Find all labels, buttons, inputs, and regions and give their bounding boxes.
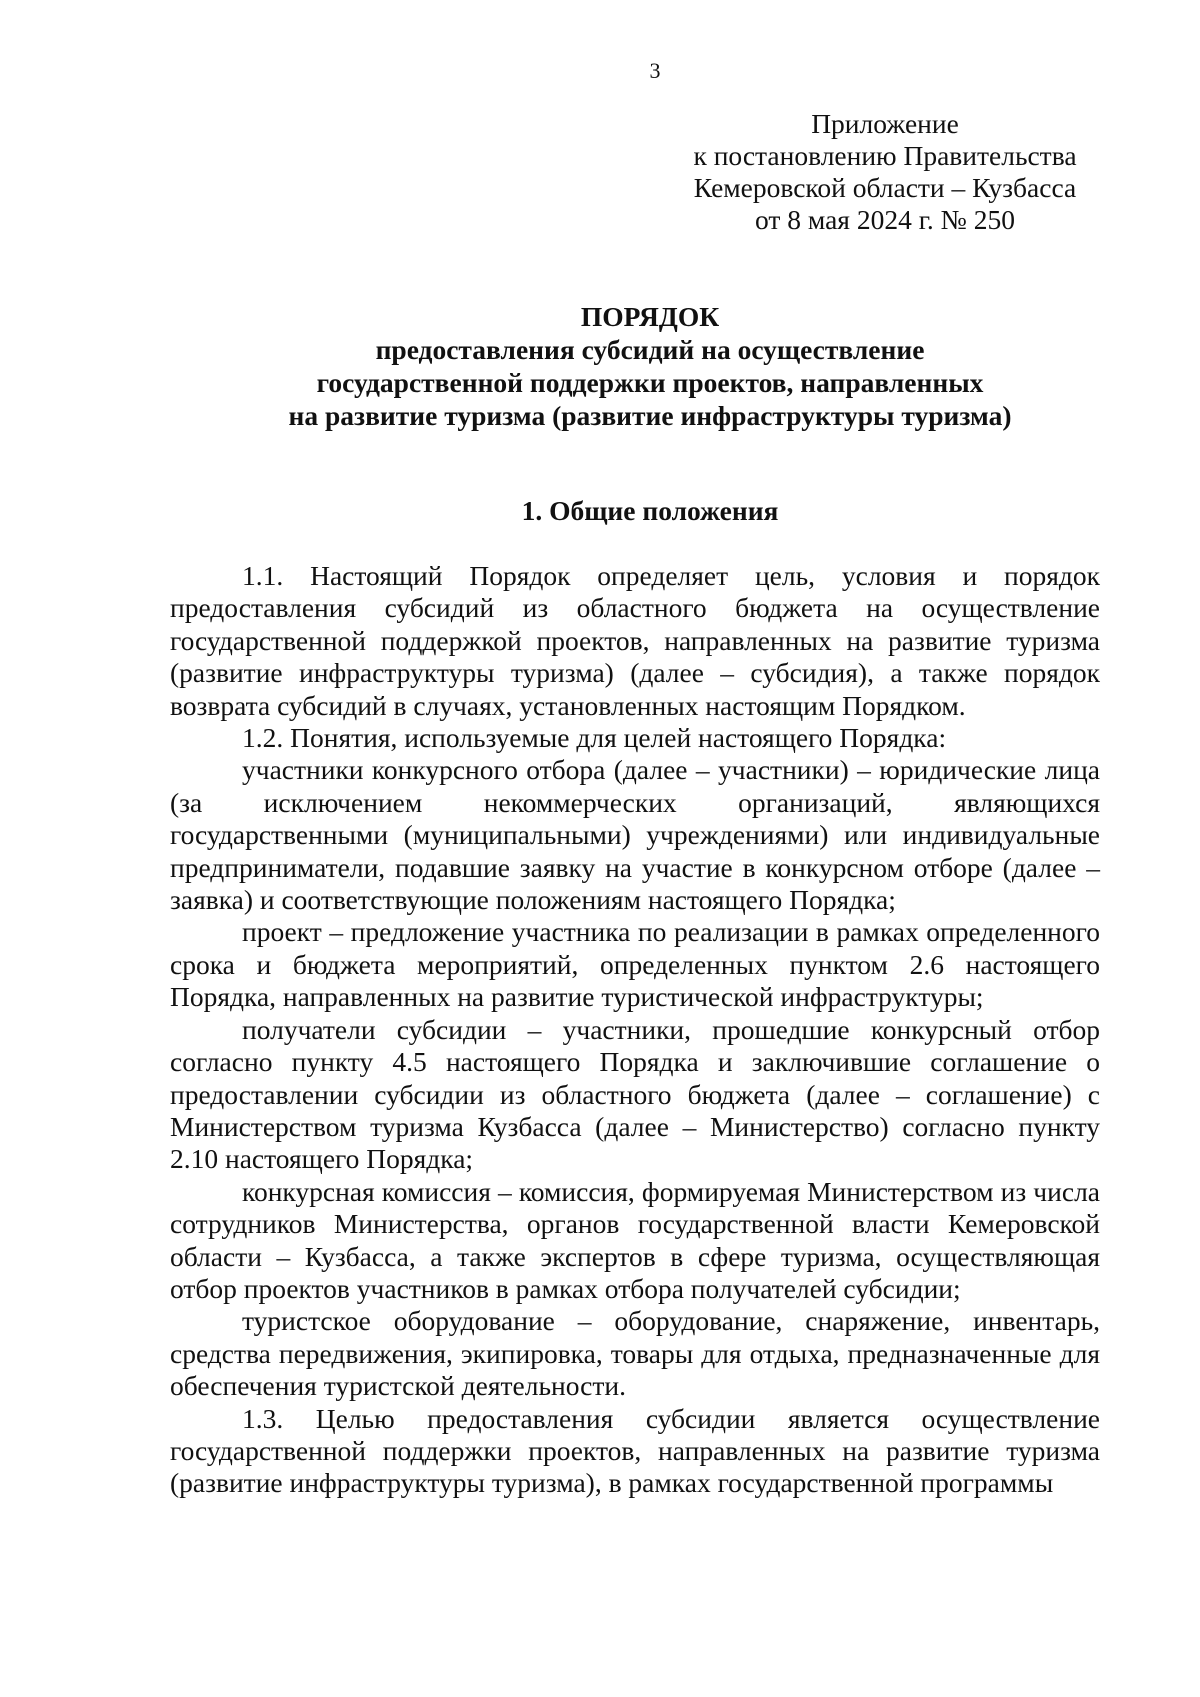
page-number: 3 — [649, 58, 661, 83]
paragraph: 1.3. Целью предоставления субсидии является осуществление государственной поддержки проектов, направленных на развитие туризма (развитие инфраструктуры туризма), в рамках государственной программы — [170, 1402, 1100, 1499]
appendix-line: Кемеровской области – Кузбасса — [693, 172, 1077, 203]
section-body — [170, 560, 1100, 1500]
paragraph: получатели субсидии – участники, прошедшие конкурсный отбор согласно пункту 4.5 настоящего Порядка и заключившие соглашение о предоставлении субсидии из областного бюджета (далее – соглашение) с Министерством туризма Кузбасса (далее – Министерство) согласно пункту 2.10 настоящего Порядка; — [170, 1013, 1100, 1175]
paragraph: туристское оборудование – оборудование, снаряжение, инвентарь, средства передвижения, экипировка, товары для отдыха, предназначенные для обеспечения туристской деятельности. — [170, 1305, 1100, 1402]
paragraph: проект – предложение участника по реализации в рамках определенного срока и бюджета мероприятий, определенных пунктом 2.6 настоящего Порядка, направленных на развитие туристической инфраструктуры; — [170, 916, 1100, 1013]
appendix-line: к постановлению Правительства — [693, 140, 1077, 171]
title-main: ПОРЯДОК — [580, 301, 720, 332]
title-subtitle-line: государственной поддержки проектов, направленных — [316, 367, 984, 398]
paragraph: конкурсная комиссия – комиссия, формируемая Министерством из числа сотрудников Министерства, органов государственной власти Кемеровской области – Кузбасса, а также экспертов в сфере туризма, осуществляющая отбор проектов участников в рамках отбора получателей субсидии; — [170, 1175, 1100, 1304]
paragraph: 1.1. Настоящий Порядок определяет цель, условия и порядок предоставления субсидий из областного бюджета на осуществление государственной поддержкой проектов, направленных на развитие туризма (развитие инфраструктуры туризма) (далее – субсидия), а также порядок возврата субсидий в случаях, установленных настоящим Порядком. — [170, 560, 1100, 721]
appendix-line: от 8 мая 2024 г. № 250 — [754, 204, 1015, 235]
section-heading: 1. Общие положения — [521, 495, 779, 526]
paragraph: 1.2. Понятия, используемые для целей настоящего Порядка: — [242, 722, 947, 754]
appendix-line: Приложение — [811, 108, 959, 139]
appendix-block — [650, 108, 1120, 236]
title-subtitle-line: предоставления субсидий на осуществление — [375, 334, 925, 365]
paragraph: участники конкурсного отбора (далее – участники) – юридические лица (за исключением некоммерческих организаций, являющихся государственными (муниципальными) учреждениями) или индивидуальные предприниматели, подавшие заявку на участие в конкурсном отборе (далее – заявка) и соответствующие положениям настоящего Порядка; — [170, 754, 1100, 916]
document-title — [150, 300, 1150, 432]
title-subtitle-line: на развитие туризма (развитие инфраструктуры туризма) — [288, 400, 1012, 431]
